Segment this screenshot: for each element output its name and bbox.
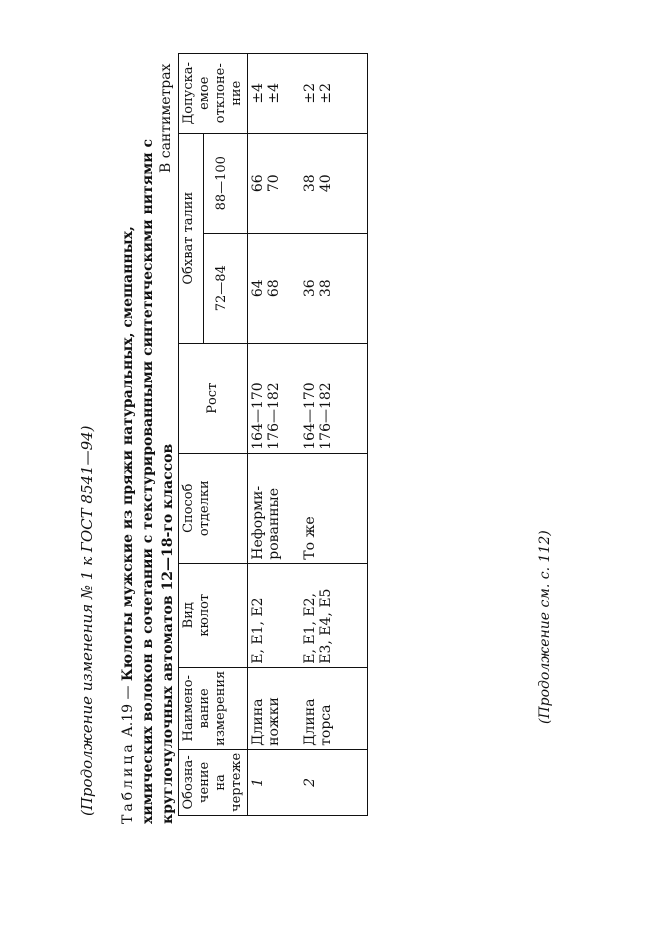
measurement-table: [178, 53, 368, 816]
header-waist-88-100: 88—100: [203, 133, 247, 233]
caption-dash: —: [120, 685, 136, 700]
continuation-header: (Продолжение изменения № 1 к ГОСТ 8541—94): [78, 425, 96, 816]
cell-culotte-type: E, E1, E2 E, E1, E2, E3, E4, E5: [248, 563, 368, 667]
continuation-footer: (Продолжение см. с. 112): [537, 530, 553, 724]
caption-text: Кюлоты мужские из пряжи натуральных, смешанных, химических волокон в сочетании с текстурированными синтетическими нитями с круглочулочных автоматов 12—18-го классов: [120, 138, 176, 824]
table-caption: [118, 124, 178, 824]
cell-designation: 1 2: [248, 749, 368, 815]
header-height: Рост: [179, 343, 248, 453]
caption-number: А.19: [120, 703, 136, 737]
header-culotte-type: Вид кюлот: [179, 563, 248, 667]
cell-measurement-name: Длина ножки Длина торса: [248, 667, 368, 749]
cell-waist-72-84: 64 68 36 38: [248, 233, 368, 343]
header-tolerance: Допуска- емое отклоне- ние: [179, 53, 248, 133]
units-note: В сантиметрах: [158, 63, 174, 173]
cell-finishing-method: Неформи- рованные То же: [248, 453, 368, 563]
cell-tolerance: ±4 ±4 ±2 ±2: [248, 53, 368, 133]
header-row-1: [179, 53, 204, 815]
caption-label: Таблица: [120, 741, 136, 824]
header-designation: Обозна- чение на чертеже: [179, 749, 248, 815]
cell-waist-88-100: 66 70 38 40: [248, 133, 368, 233]
header-finishing-method: Способ отделки: [179, 453, 248, 563]
header-waist-72-84: 72—84: [203, 233, 247, 343]
table-row: [248, 53, 368, 815]
header-measurement-name: Наимено- вание измерения: [179, 667, 248, 749]
cell-height: 164—170 176—182 164—170 176—182: [248, 343, 368, 453]
header-waist-group: Обхват талии: [179, 133, 204, 343]
